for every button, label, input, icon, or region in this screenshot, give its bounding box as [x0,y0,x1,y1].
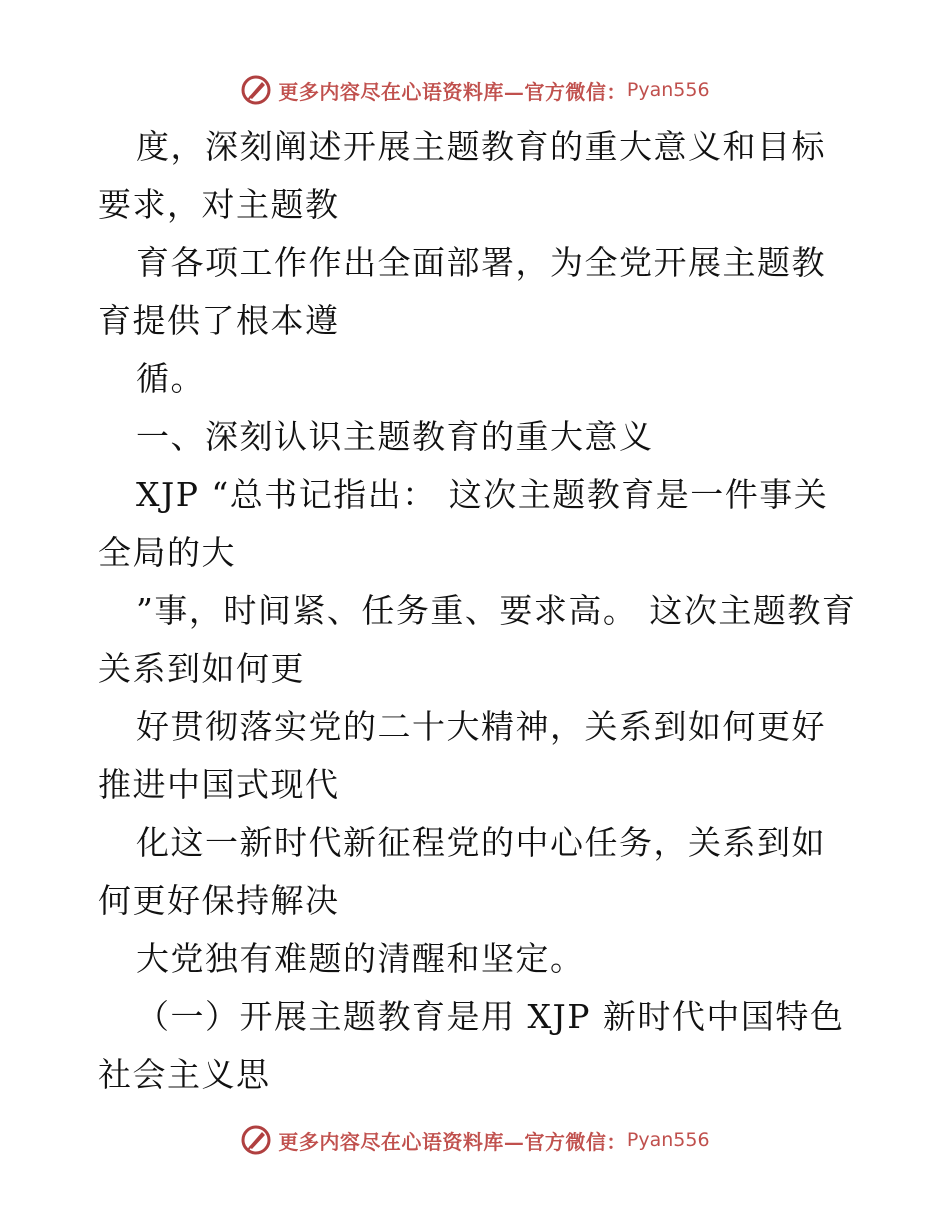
banner-wechat-id: Pyan556 [626,1129,710,1151]
banner-text: 更多内容尽在心语资料库—官方微信： [278,79,627,104]
quill-pen-logo-icon [240,1124,272,1156]
document-body [98,118,858,1104]
paragraph: 大党独有难题的清醒和坚定。 [136,939,585,978]
paragraph: 度，深刻阐述开展主题教育的重大意义和目标要求，对主题教 [98,127,826,224]
footer-banner [0,1120,950,1160]
subsection-heading: （一）开展主题教育是用 XJP 新时代中国特色社会主义思 [98,997,845,1094]
paragraph: 化这一新时代新征程党的中心任务，关系到如何更好保持解决 [98,823,826,920]
section-heading: 一、深刻认识主题教育的重大意义 [136,417,654,456]
paragraph: ”事，时间紧、任务重、要求高。 这次主题教育关系到如何更 [98,591,857,688]
paragraph: XJP “总书记指出： 这次主题教育是一件事关全局的大 [98,475,829,572]
paragraph: 循。 [136,359,205,398]
header-banner [0,70,950,110]
paragraph: 好贯彻落实党的二十大精神，关系到如何更好推进中国式现代 [98,707,826,804]
banner-text: 更多内容尽在心语资料库—官方微信： [278,1129,627,1154]
paragraph: 育各项工作作出全面部署，为全党开展主题教育提供了根本遵 [98,243,826,340]
banner-wechat-id: Pyan556 [626,79,710,101]
quill-pen-logo-icon [240,74,272,106]
